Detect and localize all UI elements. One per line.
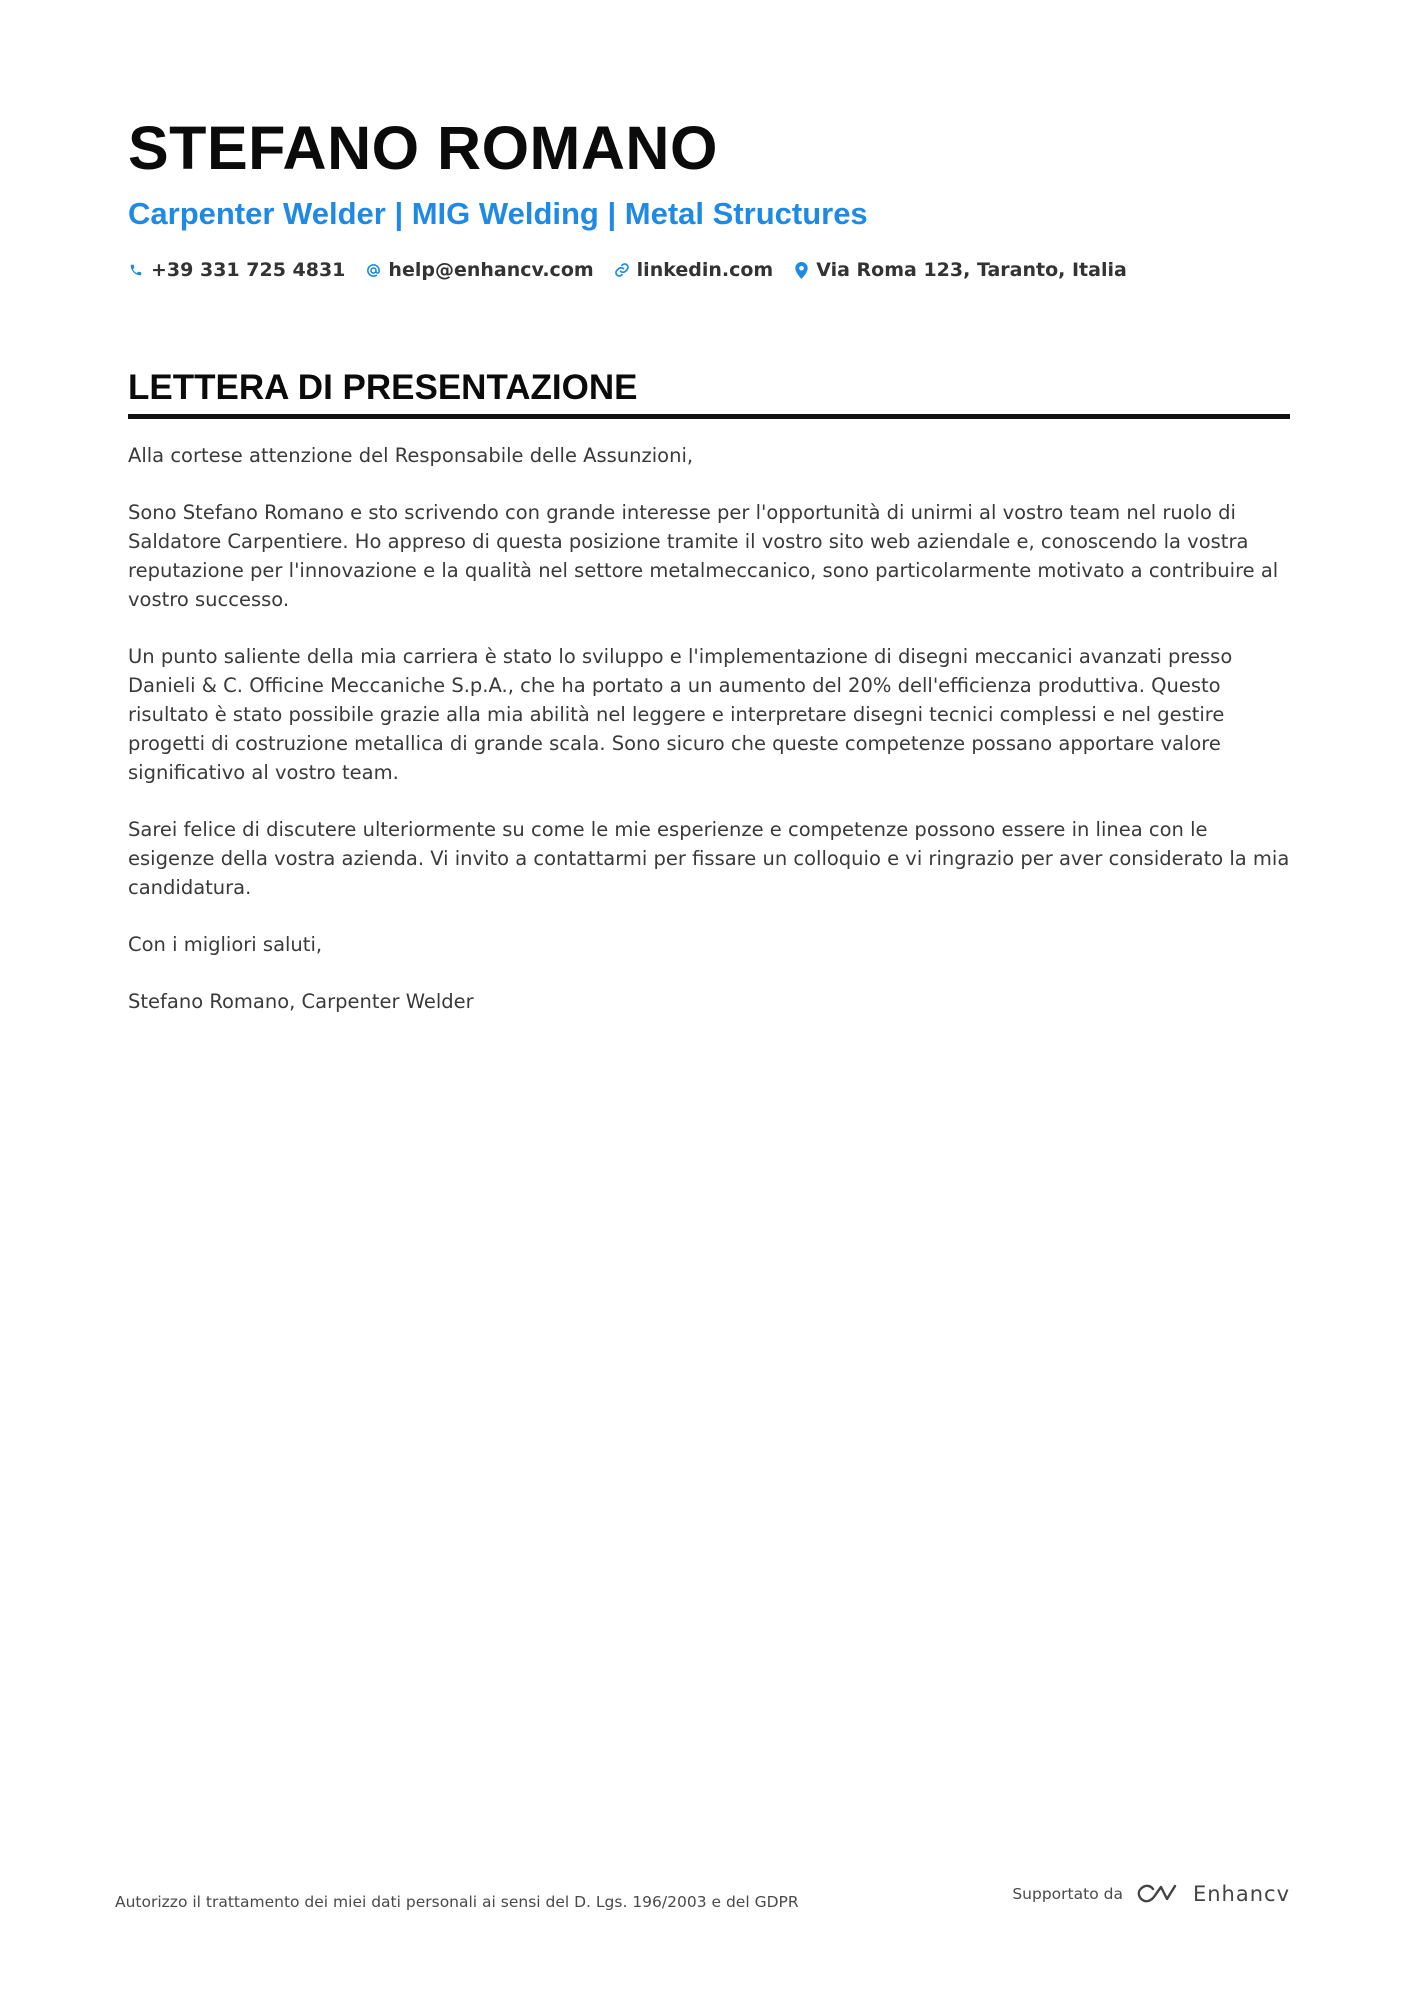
letter-body: [128, 441, 1290, 1016]
contact-phone[interactable]: [128, 259, 345, 281]
contact-email[interactable]: [365, 259, 593, 281]
contact-address-text: Via Roma 123, Taranto, Italia: [816, 259, 1127, 281]
at-icon: [365, 261, 381, 279]
candidate-title: Carpenter Welder | MIG Welding | Metal Structures: [128, 196, 868, 231]
letter-paragraph: Sarei felice di discutere ulteriormente su come le mie esperienze e competenze possono essere in linea con le esigenze della vostra azienda. Vi invito a contattarmi per fissare un colloquio e vi ringrazio per aver considerato la mia candidatura.: [128, 818, 1290, 899]
location-pin-icon: [793, 261, 809, 279]
footer-branding[interactable]: [1012, 1882, 1290, 1906]
contact-phone-text: +39 331 725 4831: [151, 259, 346, 281]
enhancv-logo-icon: [1135, 1882, 1193, 1906]
letter-closing: Con i migliori saluti,: [128, 933, 323, 956]
section-title: LETTERA DI PRESENTAZIONE: [128, 366, 1290, 419]
letter-signature: Stefano Romano, Carpenter Welder: [128, 990, 474, 1013]
brand-name: Enhancv: [1192, 1882, 1290, 1906]
footer-consent: Autorizzo il trattamento dei miei dati personali ai sensi del D. Lgs. 196/2003 e del GDPR: [115, 1893, 799, 1911]
letter-paragraph: Un punto saliente della mia carriera è stato lo sviluppo e l'implementazione di disegni meccanici avanzati presso Danieli & C. Officine Meccaniche S.p.A., che ha portato a un aumento del 20% dell'efficienza produttiva. Questo risultato è stato possibile grazie alla mia abilità nel leggere e interpretare disegni tecnici complessi e nel gestire progetti di costruzione metallica di grande scala. Sono sicuro che queste competenze possano apportare valore significativo al vostro team.: [128, 645, 1233, 784]
contact-row: [128, 256, 1288, 284]
letter-salutation: Alla cortese attenzione del Responsabile delle Assunzioni,: [128, 444, 694, 467]
contact-linkedin-text: linkedin.com: [636, 259, 774, 281]
contact-address: [793, 259, 1127, 281]
link-icon: [614, 261, 630, 279]
powered-by-label: Supportato da: [1012, 1885, 1123, 1903]
cover-letter-section: [128, 366, 1290, 1044]
contact-linkedin[interactable]: [614, 259, 774, 281]
phone-icon: [128, 261, 144, 279]
contact-email-text: help@enhancv.com: [388, 259, 594, 281]
candidate-name: STEFANO ROMANO: [128, 114, 718, 182]
letter-paragraph: Sono Stefano Romano e sto scrivendo con grande interesse per l'opportunità di unirmi al vostro team nel ruolo di Saldatore Carpentiere. Ho appreso di questa posizione tramite il vostro sito web aziendale e, conoscendo la vostra reputazione per l'innovazione e la qualità nel settore metalmeccanico, sono particolarmente motivato a contribuire al vostro successo.: [128, 501, 1279, 611]
header: [128, 112, 1288, 284]
